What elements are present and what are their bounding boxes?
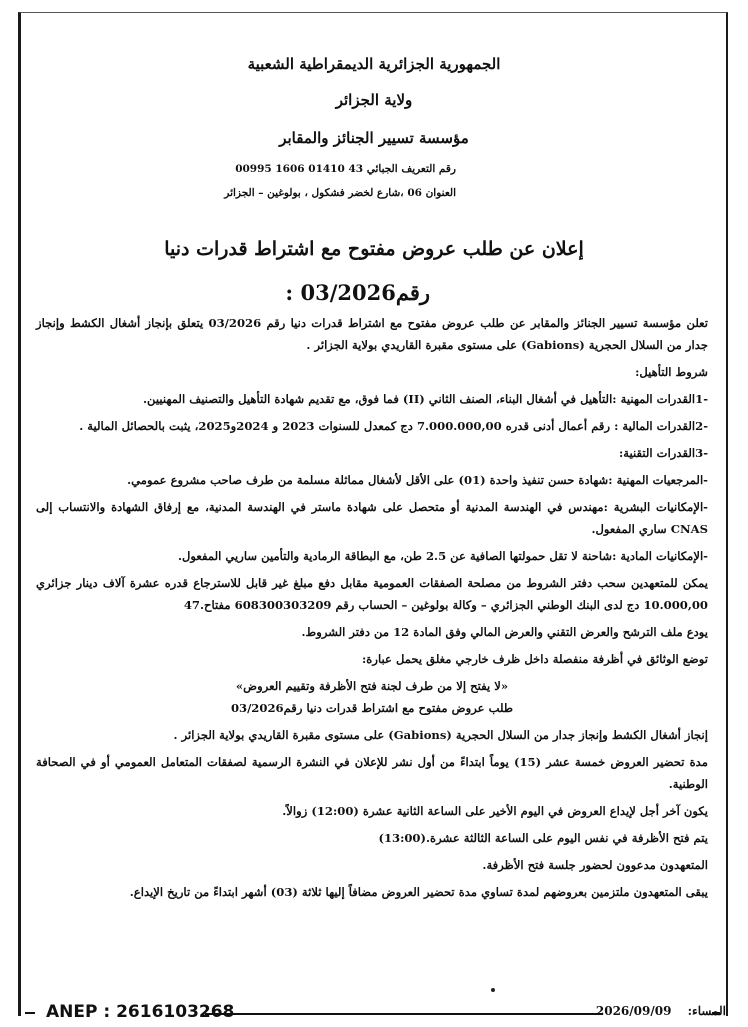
publication-date-value: 2026/09/09	[595, 1004, 672, 1018]
address: العنوان 06 ،شارع لخضر فشكول ، بولوغين – الجزائر	[224, 187, 456, 199]
deposit-paragraph: يودع ملف الترشح والعرض التقني والعرض المالي وفق المادة 12 من دفتر الشروط.	[301, 625, 708, 639]
intro-paragraph: تعلن مؤسسة تسيير الجنائز والمقابر عن طلب عروض مفتوح مع اشتراط قدرات دنيا رقم 03/2026 يتعلق بإنجاز أشغال الكشط وإنجاز جدار من السلال الحجرية (Gabions) على مستوى مقبرة القاريدي بولاية الجزائر .	[36, 316, 709, 352]
opening-paragraph: يتم فتح الأظرفة في نفس اليوم على الساعة الثالثة عشرة.(13:00)	[378, 831, 708, 845]
duration-paragraph: مدة تحضير العروض خمسة عشر (15) يوماً ابتداءً من أول نشر للإعلان في النشرة الرسمية لصفقات المتعامل العمومي أو في الصحافة الوطنية.	[36, 755, 708, 791]
qualification-heading: شروط التأهيل:	[635, 365, 708, 379]
condition-references: -المرجعيات المهنية :شهادة حسن تنفيذ واحدة (01) على الأقل لأشغال مماثلة مسلمة من طرف صاحب مشروع عمومي.	[127, 473, 708, 487]
publication-label: المساء:	[687, 1004, 726, 1018]
announcement-body	[36, 312, 708, 903]
wilaya-name: ولاية الجزائر	[335, 91, 413, 109]
envelope-quote: «لا يفتح إلا من طرف لجنة فتح الأظرفة وتقييم العروض»	[235, 679, 509, 693]
condition-technical: -3القدرات التقنية:	[619, 446, 708, 460]
condition-professional: -1القدرات المهنية :التأهيل في أشغال البناء، الصنف الثاني (II) فما فوق، مع تقديم شهادة التأهيل والتصنيف المهنيين.	[143, 392, 708, 406]
anep-reference: ANEP : 2616103268	[46, 1002, 235, 1022]
condition-material: -الإمكانيات المادية :شاحنة لا تقل حمولتها الصافية عن 2.5 طن، مع البطاقة الرمادية والتأمين ساريي المفعول.	[177, 549, 708, 563]
country-name: الجمهورية الجزائرية الديمقراطية الشعبية	[247, 55, 501, 73]
footer-rule	[205, 1013, 603, 1015]
condition-financial: -2القدرات المالية : رقم أعمال أدنى قدره 7.000.000,00 دج كمعدل للسنوات 2023 و 2024و2025، يثبت بالحصائل المالية .	[79, 419, 708, 433]
stray-dot	[491, 988, 495, 992]
announcement-title: إعلان عن طلب عروض مفتوح مع اشتراط قدرات دنيا	[164, 238, 584, 260]
condition-human-resources: -الإمكانيات البشرية :مهندس في الهندسة المدنية أو متحصل على شهادة ماستر في الهندسة المدنية، مع إرفاق الشهادة والانتساب إلى CNAS ساري المفعول.	[36, 500, 708, 536]
project-object: إنجاز أشغال الكشط وإنجاز جدار من السلال الحجرية (Gabions) على مستوى مقبرة القاريدي بولاية الجزائر .	[173, 728, 708, 742]
institution-name: مؤسسة تسيير الجنائز والمقابر	[279, 129, 469, 147]
publication-date	[596, 1004, 726, 1018]
withdraw-paragraph: يمكن للمتعهدين سحب دفتر الشروط من مصلحة الصفقات العمومية مقابل دفع مبلغ غير قابل للاسترجاع قدره عشرة آلاف دينار جزائري 10.000,00 دج لدى البنك الوطني الجزائري – وكالة بولوغين – الحساب رقم 608300303209 مفتاح.47	[36, 576, 708, 612]
invited-paragraph: المتعهدون مدعوون لحضور جلسة فتح الأظرفة.	[482, 858, 708, 872]
tax-id: رقم التعريف الجبائي 43 01410 1606 00995	[235, 163, 456, 175]
validity-paragraph: يبقى المتعهدون ملتزمين بعروضهم لمدة تساوي مدة تحضير العروض مضافاً إليها ثلاثة (03) أشهر ابتداءً من تاريخ الإيداع.	[129, 885, 708, 899]
envelope-reference: طلب عروض مفتوح مع اشتراط قدرات دنيا رقم03/2026	[230, 701, 514, 715]
deadline-paragraph: يكون آخر أجل لإيداع العروض في اليوم الأخير على الساعة الثانية عشرة (12:00) زوالاً.	[282, 804, 708, 818]
envelope-paragraph: توضع الوثائق في أظرفة منفصلة داخل ظرف خارجي مغلق يحمل عبارة:	[362, 652, 708, 666]
footer-dash-left	[25, 1012, 35, 1014]
announcement-number: رقم03/2026 :	[285, 280, 430, 305]
